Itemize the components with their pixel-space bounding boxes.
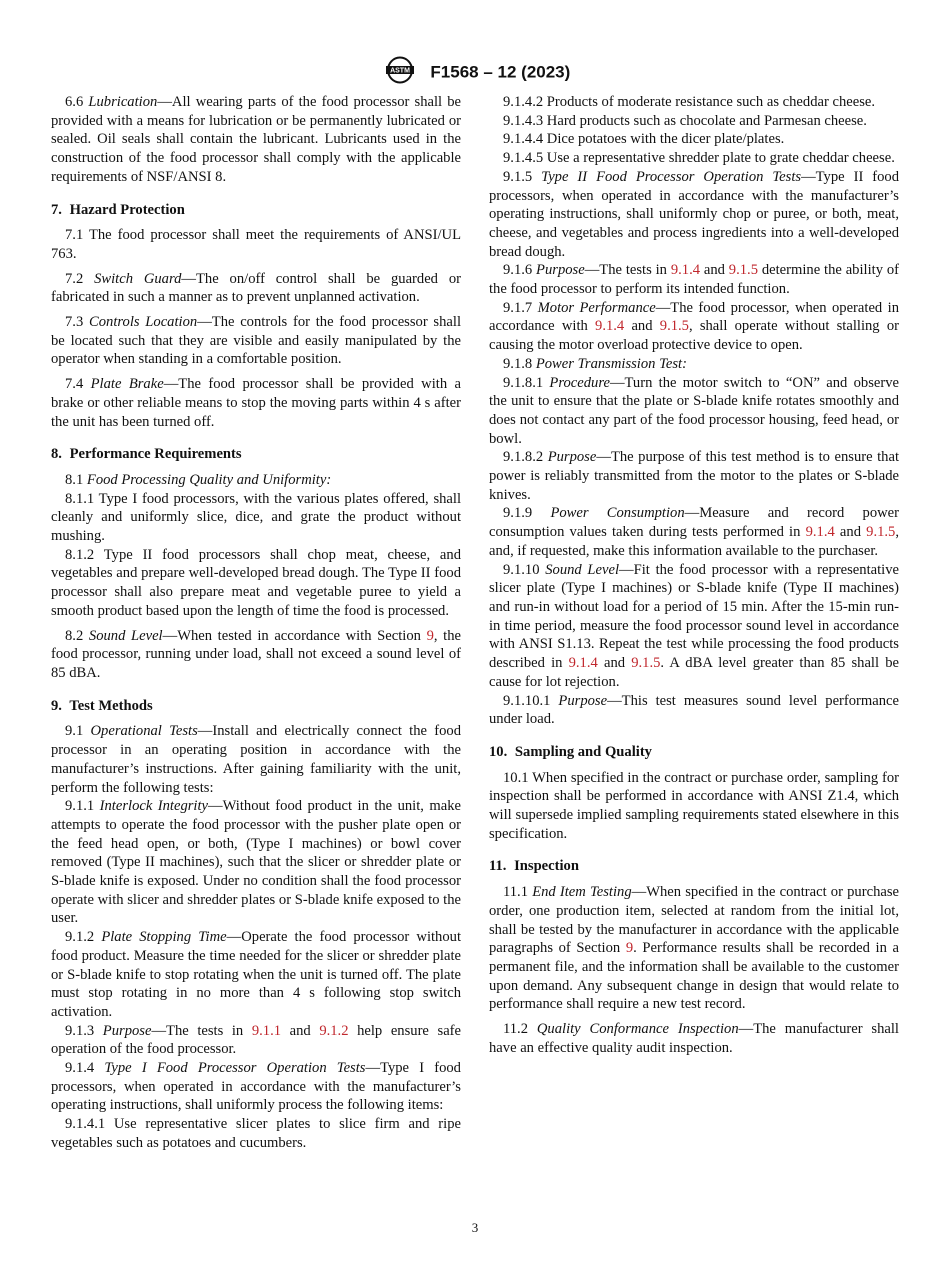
document-designation: F1568 – 12 (2023) [430,62,571,82]
para-9-1-4: 9.1.4 Type I Food Processor Operation Tests—Type I food processors, when operated in accordance with the manufacturer’s operating instructions, shall uniformly process the following items: [51,1060,461,1114]
para-9-1-3: 9.1.3 Purpose—The tests in 9.1.1 and 9.1.2 help ensure safe operation of the food processor. [51,1022,462,1058]
para-9-1-10-1: 9.1.10.1 Purpose—This test measures sound level performance under load. [489,692,899,728]
para-9-1-4-4: 9.1.4.4 Dice potatoes with the dicer plate/plates. [503,131,785,148]
para-7-1: 7.1 The food processor shall meet the requirements of ANSI/UL 763. [51,227,461,262]
para-9-1-4-1: 9.1.4.1 Use representative slicer plates to slice firm and ripe vegetables such as potatoes and cucumbers. [51,1116,461,1151]
para-9-1-9: 9.1.9 Power Consumption—Measure and record power consumption values taken during tests performed in 9.1.4 and 9.1.5, and, if requested, make this information available to the purchaser. [489,505,899,559]
para-9-1-10: 9.1.10 Sound Level—Fit the food processor with a representative slicer plate (Type I machines) or S-blade knife (Type II machines) and run-in without load for a period of 15 min. After the 15-min run-in time period, measure the food processor sound level in accordance with ANSI S1.13. Repeat the test while processing the food products described in 9.1.4 and 9.1.5. A dBA level greater than 85 shall be cause for lot rejection. [489,561,899,690]
xref-section-9[interactable]: 9 [625,940,634,957]
left-column [51,93,461,1153]
xref-9-1-4[interactable]: 9.1.4 [568,655,598,672]
section-heading-8: 8. Performance Requirements [51,446,242,463]
section-heading-10: 10. Sampling and Quality [489,743,652,760]
astm-logo-icon [380,56,420,89]
para-8-2: 8.2 Sound Level—When tested in accordance with Section 9, the food processor, running under load, shall not exceed a sound level of 85 dBA. [51,627,461,681]
para-9-1-1: 9.1.1 Interlock Integrity—Without food product in the unit, make attempts to operate the food processor with the pusher plate open or the feed head open, or both, (Type I machines) or bowl cover removed (Type II machines), such that the slicer or shredder plate or S-blade knife is exposed. Under no condition shall the food processor operate with slicer and shredder plates or S-blade knife exposed to the user. [51,798,461,927]
para-9-1-7: 9.1.7 Motor Performance—The food processor, when operated in accordance with 9.1.4 and 9.1.5, shall operate without stalling or causing the motor overload protective device to open. [489,299,899,354]
para-9-1-8-1: 9.1.8.1 Procedure—Turn the motor switch to “ON” and observe the unit to ensure that the plate or S-blade knife rotates smoothly and does not contact any part of the food processor housing, feed head, or bowl. [489,374,899,447]
svg-text:ASTM: ASTM [389,67,410,75]
xref-9-1-1[interactable]: 9.1.1 [251,1022,282,1039]
para-9-1-6: 9.1.6 Purpose—The tests in 9.1.4 and 9.1.5 determine the ability of the food processor to perform its intended function. [489,262,899,298]
section-heading-11: 11. Inspection [489,858,579,875]
para-9-1: 9.1 Operational Tests—Install and electrically connect the food processor in an operating position in accordance with the manufacturer’s instructions. After gaining familiarity with the unit, perform the following tests: [51,723,461,796]
para-6-6: 6.6 Lubrication—All wearing parts of the food processor shall be provided with a means for lubrication or be permanently lubricated or sealed. Oil seals shall contain the lubricant. Lubricants used in the construction of the food processor shall comply with the applicable requirements of NSF/ANSI 8. [51,94,461,185]
para-9-1-8: 9.1.8 Power Transmission Test: [503,355,687,372]
para-11-1: 11.1 End Item Testing—When specified in the contract or purchase order, one production item, selected at random from the initial lot, shall be tested by the manufacturer in accordance with the applicable paragraphs of Section 9. Performance results shall be recorded in a permanent file, and the information shall be available to the customer upon demand. Any subsequent change in design that would relate to performance shall require a new test record. [489,884,900,1013]
para-9-1-2: 9.1.2 Plate Stopping Time—Operate the food processor without food product. Measure the time needed for the slicer or shredder plate or S-blade knife to stop rotating when the unit is turned off. The plate must stop rotating in no more than 4 s following stop switch activation. [51,929,462,1020]
xref-section-9[interactable]: 9 [426,627,434,644]
xref-9-1-5[interactable]: 9.1.5 [728,262,758,279]
para-9-1-5: 9.1.5 Type II Food Processor Operation Tests—Type II food processors, when operated in accordance with the manufacturer’s operating instructions, shall uniformly chop or puree, or both, meat, cheese, and vegetables and process ingredients into a well-developed bread dough. [489,168,900,260]
xref-9-1-4[interactable]: 9.1.4 [805,524,835,541]
xref-9-1-4[interactable]: 9.1.4 [670,262,701,279]
para-9-1-4-3: 9.1.4.3 Hard products such as chocolate and Parmesan cheese. [503,112,867,129]
xref-9-1-5[interactable]: 9.1.5 [866,524,896,541]
para-7-4: 7.4 Plate Brake—The food processor shall be provided with a brake or other reliable means to stop the moving parts within 4 s after the unit has been turned off. [51,376,461,430]
page-number: 3 [471,1220,479,1235]
para-9-1-8-2: 9.1.8.2 Purpose—The purpose of this test method is to ensure that power is reliably transmitted from the motor to the plates or S-blade knives. [489,449,899,503]
para-9-1-4-5: 9.1.4.5 Use a representative shredder plate to grate cheddar cheese. [503,150,895,167]
para-10-1: 10.1 When specified in the contract or purchase order, sampling for inspection shall be performed in accordance with ANSI Z1.4, which will supersede implied sampling requirements stated elsewhere in this specification. [489,769,899,842]
para-7-3: 7.3 Controls Location—The controls for the food processor shall be located such that they are visible and easily manipulated by the operator when standing in a comfortable position. [51,314,461,368]
para-8-1-2: 8.1.2 Type II food processors shall chop meat, cheese, and vegetables and prepare well-developed bread dough. The Type II food processor shall also prepare meat and vegetable puree to yield a smooth product based upon the length of time the food is processed. [51,546,461,619]
xref-9-1-5[interactable]: 9.1.5 [631,655,661,672]
xref-9-1-5[interactable]: 9.1.5 [659,318,689,335]
section-heading-7: 7. Hazard Protection [51,201,185,218]
para-7-2: 7.2 Switch Guard—The on/off control shall be guarded or fabricated in such a manner as to prevent unplanned activation. [51,270,461,306]
right-column [489,93,899,1057]
para-8-1-1: 8.1.1 Type I food processors, with the various plates offered, shall cleanly and uniformly slice, dice, and grate the product without mushing. [51,490,462,545]
para-11-2: 11.2 Quality Conformance Inspection—The manufacturer shall have an effective quality audit inspection. [489,1021,899,1056]
xref-9-1-4[interactable]: 9.1.4 [595,318,625,335]
para-8-1: 8.1 Food Processing Quality and Uniformity: [65,471,332,488]
para-9-1-4-2: 9.1.4.2 Products of moderate resistance such as cheddar cheese. [503,94,876,110]
section-heading-9: 9. Test Methods [51,697,153,714]
page-header [0,56,950,89]
xref-9-1-2[interactable]: 9.1.2 [319,1022,349,1039]
